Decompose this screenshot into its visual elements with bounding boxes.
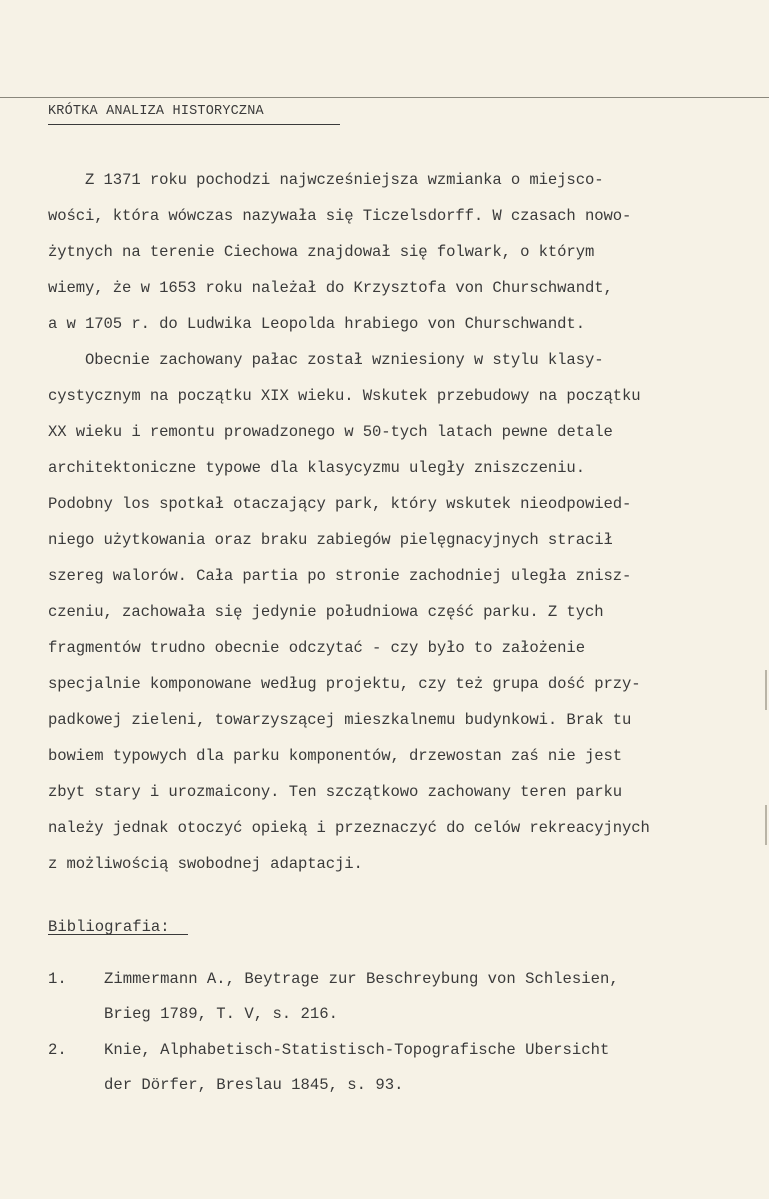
text-line: architektoniczne typowe dla klasycyzmu uległy zniszczeniu. [48,459,585,477]
paper-edge-mark [765,670,767,710]
text-line: XX wieku i remontu prowadzonego w 50-tych latach pewne detale [48,423,613,441]
text-line: a w 1705 r. do Ludwika Leopolda hrabiego von Churschwandt. [48,315,585,333]
bibliography-entry-line: der Dörfer, Breslau 1845, s. 93. [104,1076,404,1094]
bibliography-heading: Bibliografia: [48,918,170,936]
top-edge-line [0,97,769,98]
bibliography-entry-line: Knie, Alphabetisch-Statistisch-Topografische Ubersicht [104,1041,610,1059]
text-line: bowiem typowych dla parku komponentów, drzewostan zaś nie jest [48,747,622,765]
bibliography-entry-number: 1. [48,970,67,988]
bibliography-underline [48,934,188,935]
text-line: Z 1371 roku pochodzi najwcześniejsza wzmianka o miejsco- [48,171,604,189]
text-line: czeniu, zachowała się jedynie południowa część parku. Z tych [48,603,604,621]
text-line: Obecnie zachowany pałac został wzniesiony w stylu klasy- [48,351,604,369]
text-line: cystycznym na początku XIX wieku. Wskutek przebudowy na początku [48,387,641,405]
paper-edge-mark [765,805,767,845]
text-line: należy jednak otoczyć opieką i przeznaczyć do celów rekreacyjnych [48,819,650,837]
text-line: z możliwością swobodnej adaptacji. [48,855,363,873]
text-line: specjalnie komponowane według projektu, czy też grupa dość przy- [48,675,641,693]
document-heading: KRÓTKA ANALIZA HISTORYCZNA [48,104,264,119]
text-line: szereg walorów. Cała partia po stronie zachodniej uległa znisz- [48,567,632,585]
heading-underline [48,124,340,125]
text-line: fragmentów trudno obecnie odczytać - czy było to założenie [48,639,585,657]
text-line: Podobny los spotkał otaczający park, który wskutek nieodpowied- [48,495,632,513]
bibliography-entry-line: Brieg 1789, T. V, s. 216. [104,1005,338,1023]
text-line: żytnych na terenie Ciechowa znajdował się folwark, o którym [48,243,595,261]
bibliography-entry-number: 2. [48,1041,67,1059]
text-line: wiemy, że w 1653 roku należał do Krzysztofa von Churschwandt, [48,279,613,297]
bibliography-entry-line: Zimmermann A., Beytrage zur Beschreybung von Schlesien, [104,970,619,988]
text-line: wości, która wówczas nazywała się Ticzelsdorff. W czasach nowo- [48,207,632,225]
text-line: zbyt stary i urozmaicony. Ten szczątkowo zachowany teren parku [48,783,622,801]
text-line: niego użytkowania oraz braku zabiegów pielęgnacyjnych stracił [48,531,613,549]
text-line: padkowej zieleni, towarzyszącej mieszkalnemu budynkowi. Brak tu [48,711,632,729]
